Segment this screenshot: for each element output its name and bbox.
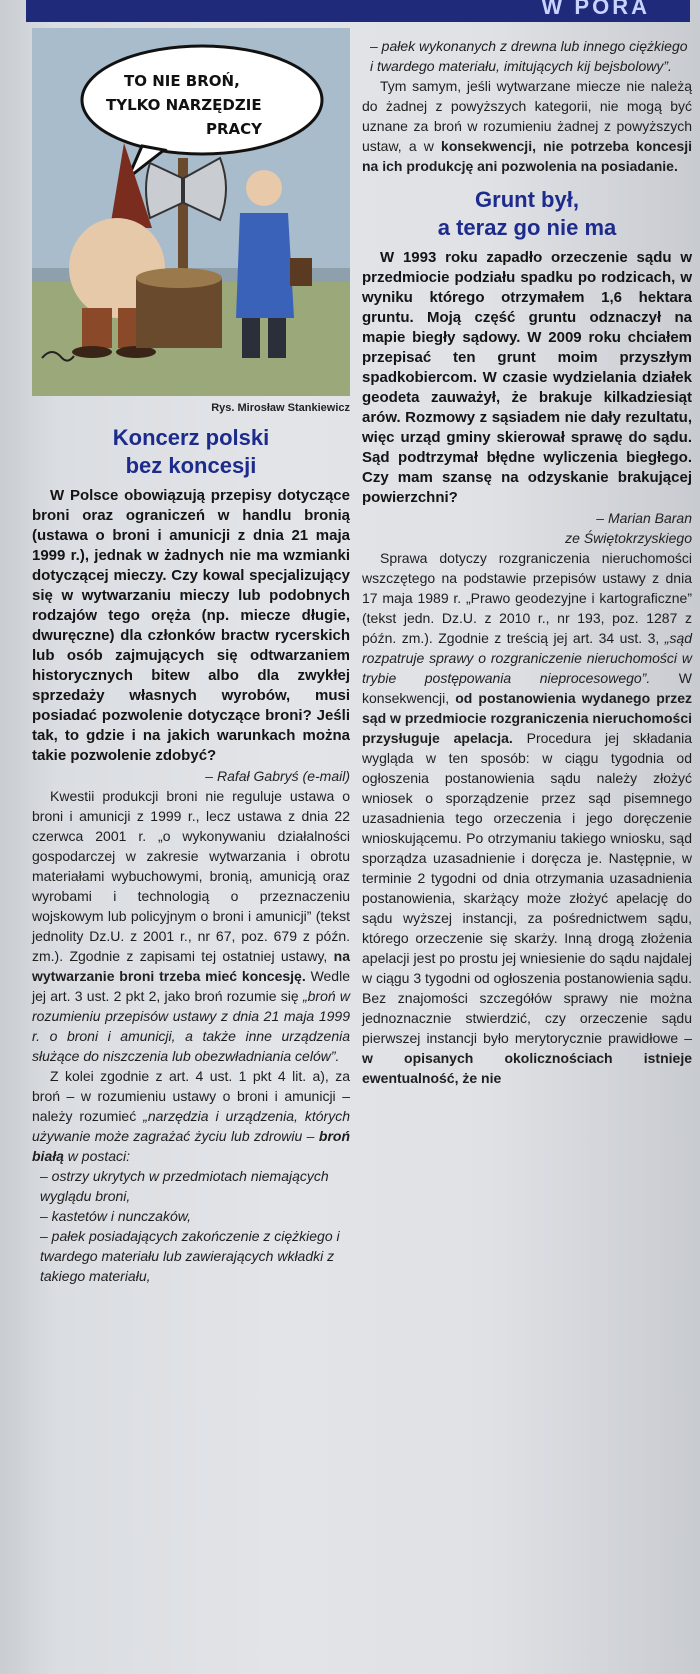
article2-signature-region: ze Świętokrzyskiego bbox=[565, 530, 692, 546]
masthead-bar bbox=[26, 0, 690, 22]
article2-answer-bold: od postanowienia wydanego przez sąd w przedmiocie rozgraniczenia nieruchomości przysługuje apelacja. bbox=[362, 690, 693, 746]
article1-title-line-2: bez koncesji bbox=[125, 453, 257, 478]
article1-answer-p2 bbox=[32, 1066, 350, 1166]
article1-answer-p1-bold: na wytwarzanie broni trzeba mieć koncesję. bbox=[32, 948, 350, 984]
article2-signature-name: – Marian Baran bbox=[596, 510, 692, 526]
cartoon-illustration bbox=[32, 28, 350, 396]
article1-answer-p2-bold: broń białą bbox=[32, 1128, 351, 1164]
weapon-list-item: – pałek wykonanych z drewna lub innego ciężkiego i twardego materiału, imitujących kij bejsbolowy”. bbox=[370, 38, 688, 74]
article1-answer-p2-text: Z kolei zgodnie z art. 4 ust. 1 pkt 4 lit. a), za broń – w rozumieniu ustawy o broni i amunicji – należy rozumieć bbox=[32, 1068, 350, 1124]
right-column bbox=[362, 36, 692, 1088]
article2-answer-text: Sprawa dotyczy rozgraniczenia nieruchomości wszczętego na podstawie przepisów ustawy z dnia 17 maja 1989 r. „Prawo geodezyjne i kartograficzne” (tekst jedn. Dz.U. z 2010 r., nr 193, poz. 1287 z późn. zm.). Zgodnie z treścią jej art. 34 ust. 3, bbox=[362, 550, 692, 646]
article1-answer-p2-end: w postaci: bbox=[67, 1148, 131, 1164]
article2-answer-italic: „sąd rozpatruje sprawy o rozgraniczenie nieruchomości w trybie postępowania nieprocesowego”. bbox=[362, 630, 693, 686]
cartoon-caption: Rys. Mirosław Stankiewicz bbox=[211, 402, 350, 414]
article1-title-line-1: Koncerz polski bbox=[112, 425, 270, 450]
article1-conclusion-text: Tym samym, jeśli wytwarzane miecze nie należą do żadnej z powyższych kategorii, nie mogą być uznane za broń w rozumieniu żadnej z powyższych ustaw, a w bbox=[362, 78, 692, 154]
article1-answer-p1-text: Kwestii produkcji broni nie reguluje ustawa o broni i amunicji z 1999 r., lecz ustawa z dnia 22 czerwca 2001 r. „o wykonywaniu działalności gospodarczej w zakresie wytwarzania i obrotu materiałami wybuchowymi, bronią, amunicją oraz wyrobami i technologią o przeznaczeniu wojskowym lub policyjnym o broni i amunicji” (tekst jednolity Dz.U. z 2001 r., nr 67, poz. 679 z późn. zm.). Zgodnie z zapisami tej ostatniej ustawy, bbox=[32, 788, 350, 964]
article2-title-line-1: Grunt był, bbox=[475, 187, 579, 212]
speech-line-3: PRACY bbox=[206, 120, 263, 138]
article2-question: W 1993 roku zapadło orzeczenie sądu w przedmiocie podziału spadku po rodzicach, w wyniku którego otrzymałem 1,6 hektara gruntu. Moją część gruntu odznaczył na mapie biegły sądowy. W 2009 roku chciałem przepisać ten grunt moim przyszłym spadkobiercom. W czasie wydzielania działek geodeta zauważył, że brakuje kilkadziesiąt arów. Rozmowy z sąsiadem nie dały rezultatu, więc urząd gminy skierował sprawę do sądu. Sąd podtrzymał błędne wyliczenia biegłego. Czy mam szansę na odzyskanie brakującej powierzchni? bbox=[362, 249, 692, 506]
cartoon-drawing bbox=[32, 28, 350, 396]
article2-answer-end-bold: w opisanych okolicznościach istnieje ewentualność, że nie bbox=[362, 1050, 692, 1086]
article1-conclusion bbox=[362, 76, 692, 176]
article1-title bbox=[32, 424, 350, 480]
weapon-list-item: – kastetów i nunczaków, bbox=[40, 1208, 191, 1224]
article1-answer-p1 bbox=[32, 786, 350, 1066]
article1-question: W Polsce obowiązują przepisy dotyczące broni oraz ograniczeń w handlu bronią (ustawa o broni i amunicji z dnia 21 maja 1999 r.), jednak w żadnych nie ma wzmianki dotyczącej mieczy. Czy kowal specjalizujący się w wytwarzaniu mieczy lub podobnych rodzajów tego oręża (np. miecze długie, dwuręczne) dla członków bractw rycerskich lub osób zajmujących się odtwarzaniem historycznych bitew albo dla zwykłej sprzedaży własnych wyrobów, musi posiadać pozwolenie dotyczące broni? Jeśli tak, to gdzie i na jakich warunkach można takie pozwolenie zdobyć? bbox=[32, 487, 350, 764]
article1-signature: – Rafał Gabryś (e-mail) bbox=[205, 768, 350, 784]
article2-answer-rest: Procedura jej składania wygląda w ten sposób: w ciągu tygodnia od ogłoszenia postanowienia sądu należy złożyć wniosek o sporządzenie przez sąd pisemnego uzasadnienia tego orzeczenia i jego doręczenie wnioskującemu. Po otrzymaniu takiego wniosku, sąd sporządza uzasadnienie i doręcza je. Następnie, w terminie 2 tygodni od dnia otrzymania uzasadnienia postanowienia, skarżący może złożyć apelację do sądu wyższej instancji, za pośrednictwem sądu, którego orzeczenie się skarży. Inną drogą złożenia apelacji jest po prostu jej wniesienie do sądu najdalej w ciągu 3 tygodni od ogłoszenia postanowienia sądu. Bez znajomości szczegółów sprawy nie można jednoznacznie stwierdzić, czy orzeczenie sądu pierwszej instancji było merytorycznie prawidłowe – bbox=[362, 730, 693, 1046]
article1-answer-p1-tail: Wedle jej art. 3 ust. 2 pkt 2, jako broń rozumie się bbox=[32, 968, 350, 1004]
article2-title-line-2: a teraz go nie ma bbox=[437, 215, 617, 240]
speech-line-1: TO NIE BROŃ, bbox=[124, 72, 240, 90]
left-column bbox=[32, 28, 350, 1286]
masthead-text: W PORA bbox=[541, 0, 650, 19]
weapon-list-item: – pałek posiadających zakończenie z ciężkiego i twardego materiału lub zawierających wkładki z takiego materiału, bbox=[40, 1228, 340, 1284]
speech-line-2: TYLKO NARZĘDZIE bbox=[106, 96, 262, 114]
article2-answer-mid: W konsekwencji, bbox=[362, 670, 692, 706]
article1-answer-p2-italic: „narzędzia i urządzenia, których używanie może zagrażać życiu lub zdrowiu – bbox=[32, 1108, 350, 1144]
article1-answer-p1-italic: „broń w rozumieniu przepisów ustawy z dnia 21 maja 1999 r. o broni i amunicji, a także inne urządzenia służące do niszczenia lub obezwładniania celów”. bbox=[32, 988, 351, 1064]
weapon-list-item: – ostrzy ukrytych w przedmiotach niemających wyglądu broni, bbox=[40, 1168, 329, 1204]
article2-title bbox=[362, 186, 692, 242]
article1-conclusion-bold: konsekwencji, nie potrzeba koncesji na ich produkcję ani pozwolenia na posiadanie. bbox=[362, 138, 693, 174]
article2-answer bbox=[362, 548, 692, 1088]
